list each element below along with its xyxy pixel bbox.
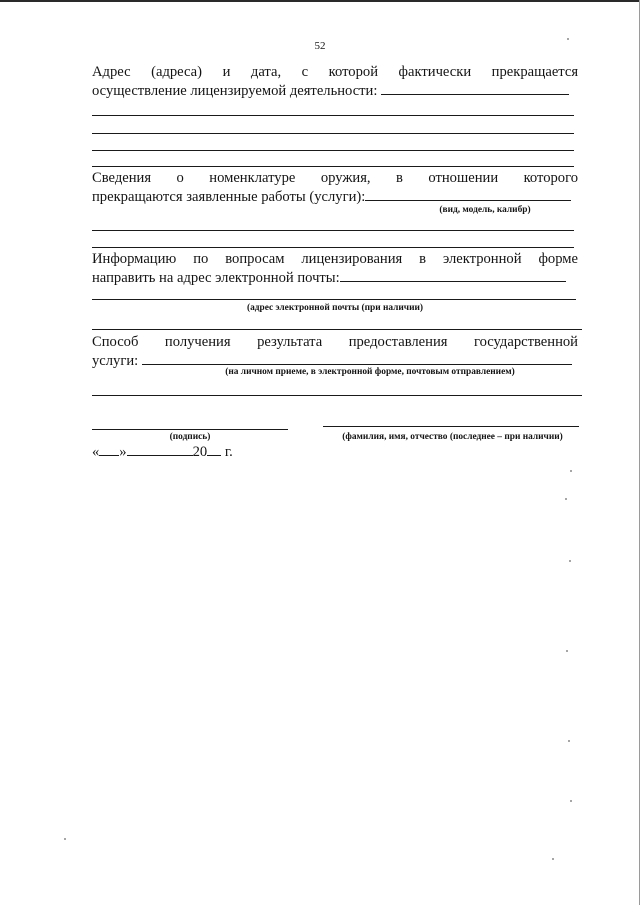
email-field-line-2[interactable] [92,329,582,330]
section-address-date [92,63,578,101]
address-date-field[interactable] [381,82,569,95]
day-field[interactable] [99,443,119,456]
section-email [92,250,578,288]
email-caption: (адрес электронной почты (при наличии) [246,303,424,313]
year-field[interactable] [207,443,221,456]
section-address-date-line2: осуществление лицензируемой деятельности: [92,83,378,99]
date-open-quote: « [92,444,100,460]
weapon-caption: (вид, модель, калибр) [439,205,531,215]
scan-speck [568,740,570,742]
month-field[interactable] [127,443,193,456]
address-field-line-2[interactable] [92,133,574,134]
section-email-line2: направить на адрес электронной почты: [92,270,340,286]
weapon-field[interactable] [365,188,571,201]
address-field-line-4[interactable] [92,166,574,167]
scan-edge-top [0,0,640,2]
weapon-field-line-2[interactable] [92,247,574,248]
address-field-line-3[interactable] [92,150,574,151]
signature-caption: (подпись) [169,432,211,442]
scan-speck [567,38,569,40]
result-method-field-line-2[interactable] [92,395,582,396]
year-prefix: 20 [192,444,208,460]
full-name-field[interactable] [323,426,579,427]
email-field[interactable] [340,269,566,282]
scan-speck [569,560,571,562]
scan-speck [570,470,572,472]
section-result-method-line2: услуги: [92,353,139,369]
section-weapon-nomenclature-line2: прекращаются заявленные работы (услуги): [92,189,366,205]
result-method-field[interactable] [142,352,572,365]
scan-speck [565,498,567,500]
full-name-caption: (фамилия, имя, отчество (последнее – при наличии) [342,432,563,442]
section-result-method-line1: Способ получения результата предоставления государственной [92,334,578,350]
section-address-date-line1: Адрес (адреса) и дата, с которой фактически прекращается [92,64,579,80]
weapon-field-line-1[interactable] [92,230,574,231]
result-method-caption: (на личном приеме, в электронной форме, почтовым отправлением) [225,367,515,377]
scan-speck [570,800,572,802]
scan-speck [64,838,66,840]
section-result-method [92,333,578,371]
date-line [92,443,233,461]
scan-speck [566,650,568,652]
scan-speck [552,858,554,860]
email-field-line[interactable] [92,299,576,300]
page-number: 52 [314,40,326,52]
section-email-line1: Информацию по вопросам лицензирования в электронной форме [92,251,578,267]
signature-field[interactable] [92,429,288,430]
date-close-quote: » [119,444,127,460]
year-suffix: г. [224,444,233,460]
section-weapon-nomenclature-line1: Сведения о номенклатуре оружия, в отношении которого [92,170,579,186]
section-weapon-nomenclature [92,169,578,207]
address-field-line-1[interactable] [92,115,574,116]
